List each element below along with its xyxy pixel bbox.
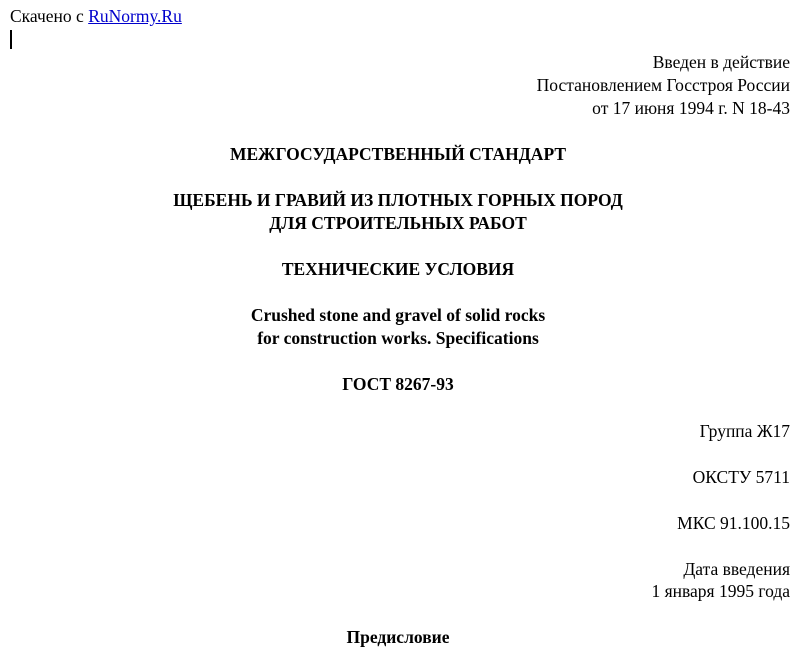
standard-subtitle: ТЕХНИЧЕСКИЕ УСЛОВИЯ [281,259,515,279]
intro-line-1: Введен в действие [652,52,790,72]
standard-name-line-2: ДЛЯ СТРОИТЕЛЬНЫХ РАБОТ [269,213,527,233]
site-link[interactable]: RuNormy.Ru [88,6,182,26]
intro-line-3: от 17 июня 1994 г. N 18-43 [592,98,790,118]
english-title-line-1: Crushed stone and gravel of solid rocks [250,305,546,325]
intro-line-2: Постановлением Госстроя России [536,75,790,95]
mks-code: МКС 91.100.15 [677,513,790,533]
download-prefix: Скачено с [10,6,84,26]
download-source-line [10,6,182,26]
english-title-line-2: for construction works. Specifications [257,328,539,348]
effective-date-label: Дата введения [683,559,790,579]
group-code: Группа Ж17 [699,421,790,441]
okstu-code: ОКСТУ 5711 [692,467,790,487]
gost-code: ГОСТ 8267-93 [342,374,454,394]
text-cursor [10,30,12,49]
foreword-heading: Предисловие [346,627,450,647]
standard-name-line-1: ЩЕБЕНЬ И ГРАВИЙ ИЗ ПЛОТНЫХ ГОРНЫХ ПОРОД [173,190,623,210]
standard-heading: МЕЖГОСУДАРСТВЕННЫЙ СТАНДАРТ [229,144,567,164]
effective-date-value: 1 января 1995 года [651,581,790,601]
